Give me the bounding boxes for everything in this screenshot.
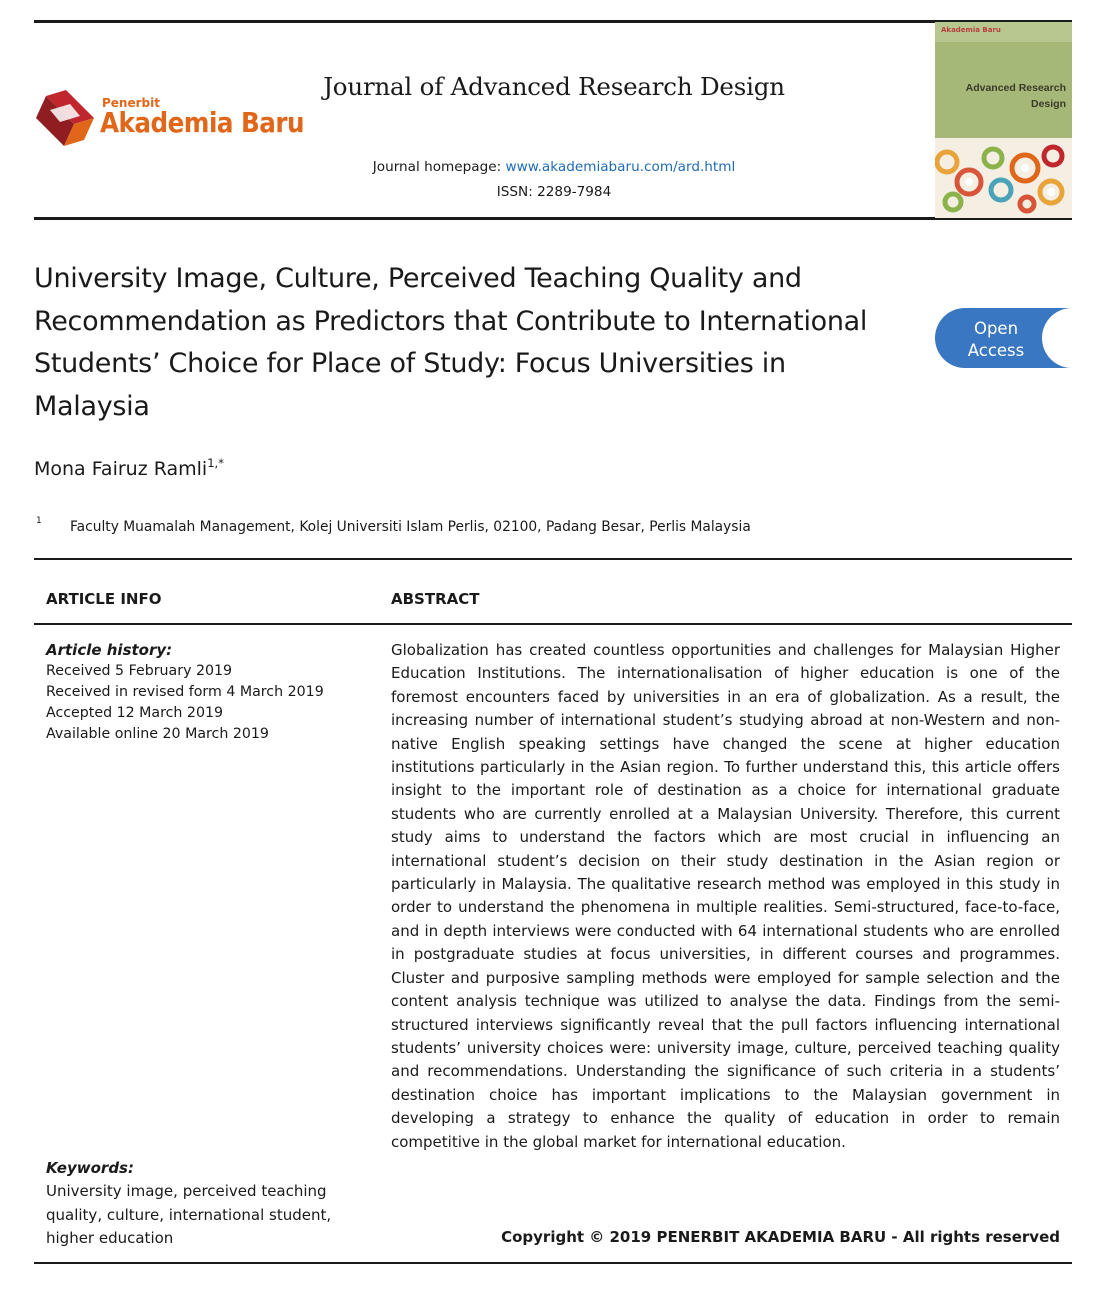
history-accepted: Accepted 12 March 2019: [46, 705, 224, 721]
author-superscript: 1,*: [207, 456, 224, 470]
homepage-link[interactable]: www.akademiabaru.com/ard.html: [505, 159, 736, 175]
paper-title: University Image, Culture, Perceived Teaching Quality and Recommendation as Predictors that Contribute to International Students’ Choice for Place of Study: Focus Universities in Malaysia: [34, 263, 868, 422]
article-history: [46, 640, 324, 745]
cover-title: [946, 80, 1066, 112]
journal-homepage: [230, 159, 878, 175]
history-received: Received 5 February 2019: [46, 663, 233, 679]
affiliation: Faculty Muamalah Management, Kolej Universiti Islam Perlis, 02100, Padang Besar, Perlis Malaysia: [70, 519, 751, 535]
open-access-line2: Access: [967, 341, 1025, 360]
publisher-logo-icon: [32, 88, 98, 150]
section-rule-top: [34, 558, 1072, 560]
copyright: Copyright © 2019 PENERBIT AKADEMIA BARU - All rights reserved: [501, 1228, 1060, 1246]
article-info-heading: ARTICLE INFO: [46, 590, 162, 608]
journal-title: Journal of Advanced Research Design: [323, 72, 785, 101]
affiliation-number: 1: [36, 516, 42, 526]
cover-title-line2: Design: [1030, 98, 1066, 110]
author-name: Mona Fairuz Ramli: [34, 458, 208, 480]
open-access-label: [935, 318, 1057, 362]
cover-title-line1: Advanced Research: [965, 82, 1066, 94]
cover-logo: Akademia Baru: [941, 26, 1001, 34]
abstract-text: Globalization has created countless opportunities and challenges for Malaysian Higher Education Institutions. The internationalisation of higher education is one of the foremost encounters faced by universities in an era of globalization. As a result, the increasing number of international student’s studying abroad at non-Western and non-native English speaking settings have changed the scene at higher education institutions particularly in the Asian region. To further understand this, this article offers insight to the important role of destination as a choice for international graduate students who are currently enrolled at a Malaysian University. Therefore, this current study aims to understand the factors which are most crucial in influencing an international student’s decision on their study destination in the Asian region or particularly in Malaysia. The qualitative research method was employed in this study in order to understand the phenomena in multiple realities. Semi-structured, face-to-face, and in depth interviews were conducted with 64 international students who are enrolled in postgraduate studies at focus universities, in different courses and programmes. Cluster and purposive sampling methods were employed for sample selection and the content analysis technique was utilized to analyse the data. Findings from the semi-structured interviews significantly reveal that the pull factors influencing international students’ university choices were: university image, culture, perceived teaching quality and recommendations. Understanding the significance of such criteria in a students’ destination choice has important implications to the Malaysian government in developing a strategy to enhance the quality of education in order to remain competitive in the global market for international education.: [391, 641, 1060, 1151]
issn: ISSN: 2289-7984: [496, 184, 612, 200]
history-revised: Received in revised form 4 March 2019: [46, 684, 324, 700]
keywords: [46, 1157, 346, 1251]
top-rule: [34, 20, 1072, 23]
journal-cover-image: [935, 22, 1072, 218]
bottom-rule: [34, 1262, 1072, 1264]
keywords-title: Keywords:: [46, 1159, 134, 1177]
publisher-name: Akademia Baru: [100, 106, 305, 139]
keywords-list: University image, perceived teaching quality, culture, international student, higher education: [46, 1182, 332, 1248]
publisher-label-small: Penerbit: [102, 96, 160, 110]
history-online: Available online 20 March 2019: [46, 726, 269, 742]
history-title: Article history:: [46, 641, 173, 659]
gears-icon: [935, 138, 1072, 218]
abstract-heading: ABSTRACT: [391, 590, 480, 608]
section-rule-mid: [34, 623, 1072, 625]
homepage-label: Journal homepage:: [372, 159, 506, 175]
author: [34, 456, 224, 480]
open-access-line1: Open: [973, 319, 1019, 338]
header-bottom-rule: [34, 217, 1072, 220]
